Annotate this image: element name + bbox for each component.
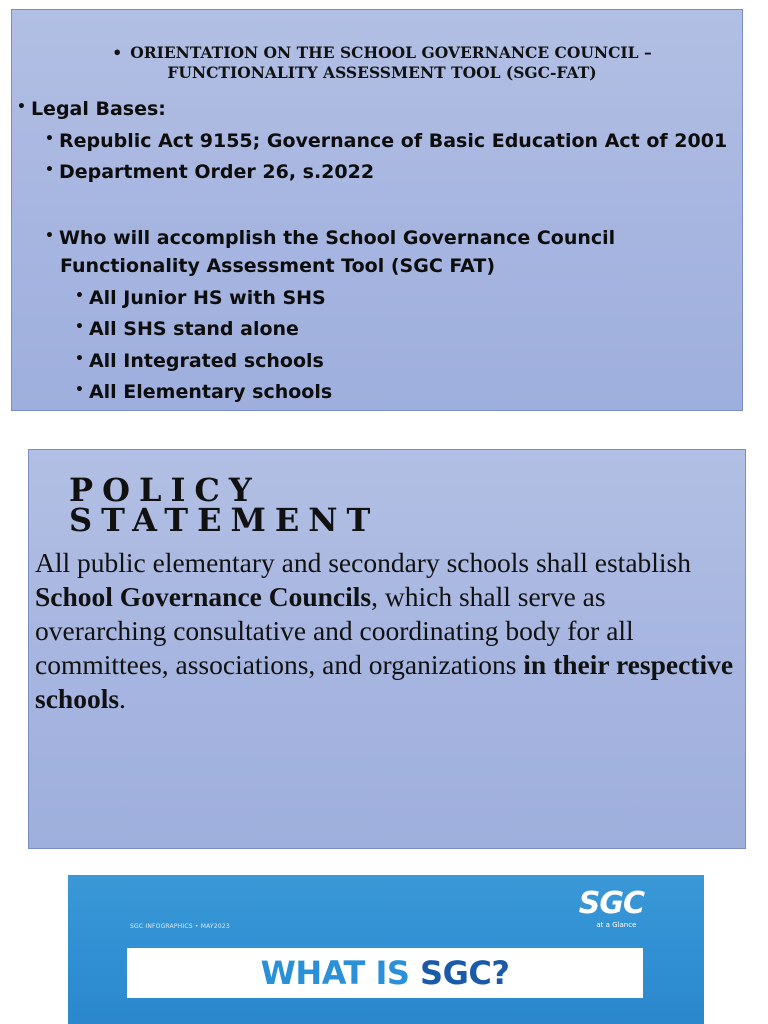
what-is-sgc-banner <box>68 875 704 1024</box>
slide-title-line2: FUNCTIONALITY ASSESSMENT TOOL (SGC-FAT) <box>167 63 597 82</box>
slide-title: • ORIENTATION ON THE SCHOOL GOVERNANCE COUNCIL – FUNCTIONALITY ASSESSMENT TOOL (SGC-FAT) <box>52 43 712 83</box>
policy-statement-slide <box>28 449 746 849</box>
school-type-item: • All Integrated schools <box>75 350 324 372</box>
school-type-item: • All Junior HS with SHS <box>75 287 326 309</box>
banner-caption: SGC INFOGRAPHICS • MAY2023 <box>130 923 230 930</box>
who-question-cont: Functionality Assessment Tool (SGC FAT) <box>60 255 496 277</box>
legal-bases-heading: • Legal Bases: <box>17 98 166 120</box>
school-type-item: • All SHS stand alone <box>75 318 299 340</box>
legal-item: • Republic Act 9155; Governance of Basic Education Act of 2001 <box>45 130 728 152</box>
school-type-item: • All Elementary schools <box>75 381 333 403</box>
who-question: • Who will accomplish the School Governance Council <box>45 227 616 249</box>
banner-headline: WHAT IS SGC? <box>260 954 510 992</box>
policy-title: POLICY STATEMENT <box>69 471 380 539</box>
legal-item: • Department Order 26, s.2022 <box>45 161 375 183</box>
slide-title-line1: ORIENTATION ON THE SCHOOL GOVERNANCE COUNCIL – <box>130 43 652 62</box>
sgc-logo: SGC at a Glance <box>578 886 644 929</box>
legal-bases-slide <box>11 9 743 411</box>
policy-body: All public elementary and secondary schools shall establish School Governance Councils, which shall serve as overarching consultative and coordinating body for all committees, associations, and organizations in their respective schools. <box>35 547 734 714</box>
banner-headline-box <box>127 948 643 998</box>
